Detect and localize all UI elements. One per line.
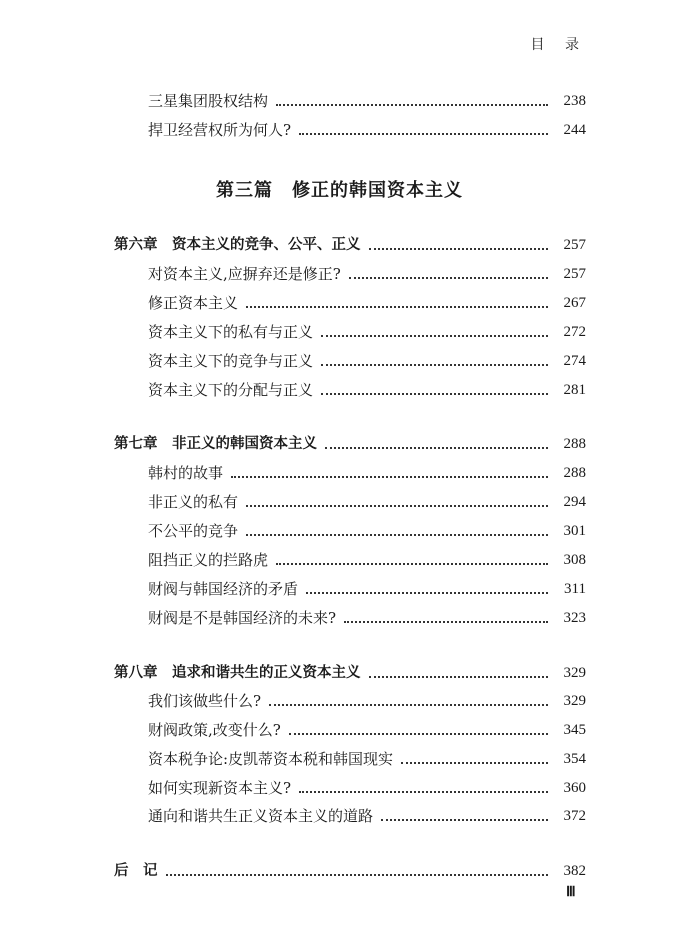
toc-entry[interactable] xyxy=(148,489,586,511)
toc-entry-title: 阻挡正义的拦路虎 xyxy=(148,551,269,569)
toc-entry-page: 301 xyxy=(563,523,586,539)
toc-entry-title: 资本主义下的竞争与正义 xyxy=(148,352,314,370)
toc-entry[interactable] xyxy=(148,290,586,312)
toc-entry-title: 非正义的私有 xyxy=(148,493,239,511)
dot-leader xyxy=(246,534,548,536)
chapter-page: 288 xyxy=(563,436,586,452)
toc-entry-page: 329 xyxy=(563,693,586,709)
dot-leader xyxy=(321,335,548,337)
dot-leader xyxy=(321,393,548,395)
dot-leader xyxy=(344,621,548,623)
part-title: 第三篇 修正的韩国资本主义 xyxy=(216,180,463,201)
toc-entry-page: 308 xyxy=(563,552,586,568)
toc-entry[interactable] xyxy=(148,377,586,399)
dot-leader xyxy=(369,248,549,250)
chapter-page: 257 xyxy=(563,237,586,253)
toc-entry-page: 257 xyxy=(563,266,586,282)
toc-entry[interactable] xyxy=(148,348,586,370)
toc-entry-page: 238 xyxy=(563,93,586,109)
toc-entry-page: 372 xyxy=(563,808,586,824)
toc-entry-title: 资本主义下的私有与正义 xyxy=(148,323,314,341)
toc-entry-page: 272 xyxy=(563,324,586,340)
toc-entry-page: 294 xyxy=(563,494,586,510)
toc-entry-title: 不公平的竞争 xyxy=(148,522,239,540)
toc-entry-title: 修正资本主义 xyxy=(148,294,239,312)
running-header: 目 录 xyxy=(530,37,587,53)
toc-entry[interactable] xyxy=(148,261,586,283)
chapter-title: 第八章 追求和谐共生的正义资本主义 xyxy=(114,665,361,681)
dot-leader xyxy=(306,592,548,594)
toc-entry-title: 我们该做些什么? xyxy=(148,692,262,710)
toc-entry-title: 三星集团股权结构 xyxy=(148,92,269,110)
toc-entry-title: 通向和谐共生正义资本主义的道路 xyxy=(148,807,374,825)
chapter-title: 第六章 资本主义的竞争、公平、正义 xyxy=(114,237,361,253)
dot-leader xyxy=(231,476,548,478)
toc-entry-title: 财阀是不是韩国经济的未来? xyxy=(148,609,337,627)
dot-leader xyxy=(246,306,548,308)
toc-entry-title: 如何实现新资本主义? xyxy=(148,779,292,797)
toc-entry-page: 267 xyxy=(563,295,586,311)
chapter-page: 329 xyxy=(563,665,586,681)
toc-entry-title: 财阀与韩国经济的矛盾 xyxy=(148,580,299,598)
toc-entry-management-rights[interactable] xyxy=(148,117,586,139)
toc-entry-page: 360 xyxy=(563,780,586,796)
toc-entry-page: 354 xyxy=(563,751,586,767)
afterword-page: 382 xyxy=(563,863,586,879)
toc-entry-page: 311 xyxy=(564,581,586,597)
toc-entry-title: 资本主义下的分配与正义 xyxy=(148,381,314,399)
toc-entry-page: 274 xyxy=(563,353,586,369)
toc-entry[interactable] xyxy=(148,518,586,540)
toc-entry[interactable] xyxy=(148,746,586,768)
toc-entry[interactable] xyxy=(148,775,586,797)
toc-entry-title: 捍卫经营权所为何人? xyxy=(148,121,292,139)
toc-chapter-7[interactable] xyxy=(114,431,586,453)
toc-entry[interactable] xyxy=(148,460,586,482)
toc-entry[interactable] xyxy=(148,803,586,825)
toc-entry-page: 281 xyxy=(563,382,586,398)
toc-entry[interactable] xyxy=(148,605,586,627)
toc-entry[interactable] xyxy=(148,688,586,710)
toc-afterword[interactable] xyxy=(114,858,586,880)
afterword-title: 后 记 xyxy=(114,863,158,879)
toc-entry-page: 288 xyxy=(563,465,586,481)
toc-chapter-6[interactable] xyxy=(114,232,586,254)
dot-leader xyxy=(321,364,548,366)
toc-entry-title: 资本税争论:皮凯蒂资本税和韩国现实 xyxy=(148,750,394,768)
toc-entry-title: 财阀政策,改变什么? xyxy=(148,721,281,739)
toc-entry-title: 韩村的故事 xyxy=(148,464,224,482)
toc-entry-page: 244 xyxy=(563,122,586,138)
dot-leader xyxy=(166,874,549,876)
dot-leader xyxy=(369,676,549,678)
toc-entry[interactable] xyxy=(148,576,586,598)
dot-leader xyxy=(325,447,548,449)
dot-leader xyxy=(401,762,548,764)
toc-entry-page: 323 xyxy=(563,610,586,626)
toc-chapter-8[interactable] xyxy=(114,660,586,682)
toc-entry[interactable] xyxy=(148,319,586,341)
dot-leader xyxy=(289,733,548,735)
page-number: Ⅲ xyxy=(566,885,576,900)
dot-leader xyxy=(349,277,548,279)
toc-entry-title: 对资本主义,应摒弃还是修正? xyxy=(148,265,341,283)
dot-leader xyxy=(269,704,548,706)
toc-entry-page: 345 xyxy=(563,722,586,738)
dot-leader xyxy=(276,104,548,106)
toc-entry[interactable] xyxy=(148,717,586,739)
dot-leader xyxy=(299,133,548,135)
chapter-title: 第七章 非正义的韩国资本主义 xyxy=(114,436,317,452)
dot-leader xyxy=(276,563,548,565)
dot-leader xyxy=(299,791,548,793)
toc-entry[interactable] xyxy=(148,547,586,569)
dot-leader xyxy=(246,505,548,507)
toc-entry-samsung-structure[interactable] xyxy=(148,88,586,110)
dot-leader xyxy=(381,819,548,821)
